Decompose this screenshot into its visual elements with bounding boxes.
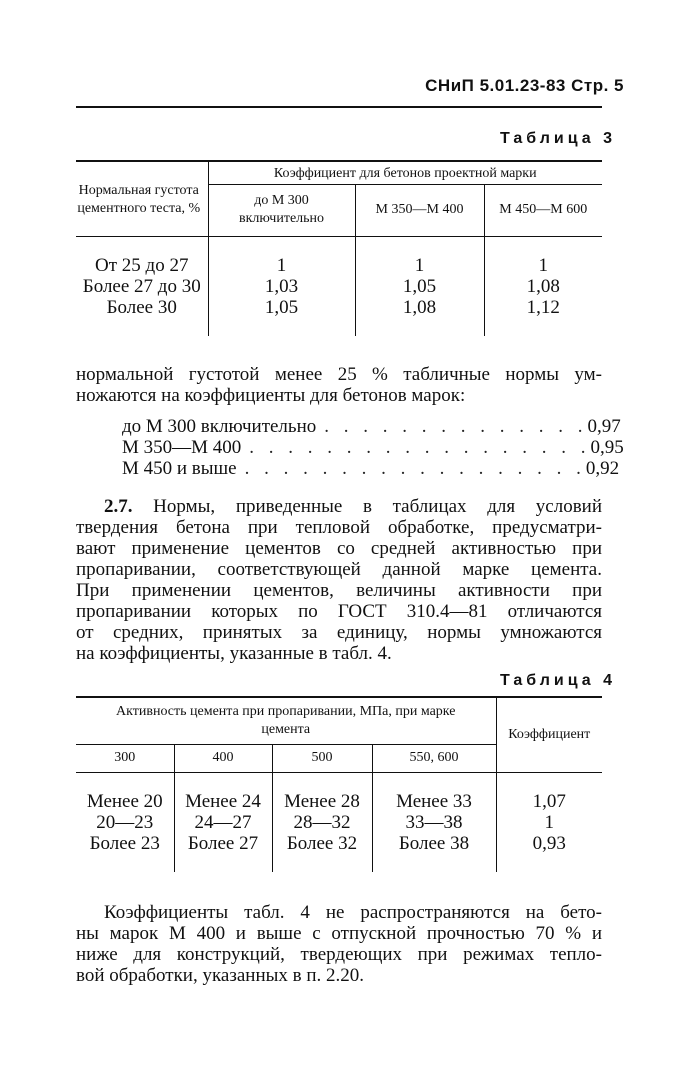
paragraph-line: на коэффициенты, указанные в табл. 4.	[76, 643, 392, 664]
paragraph-1	[76, 364, 602, 406]
table4-cell: Более 38	[398, 832, 470, 854]
paragraph-line: ниже для конструкций, твердеющих при режимах тепло-	[76, 944, 602, 965]
paragraph-line: нормальной густотой менее 25 % табличные нормы ум-	[76, 364, 602, 385]
paragraph-line: вают применение цементов со средней активностью при	[76, 538, 602, 559]
table4-cell: 33—38	[405, 811, 463, 833]
table3-cell: 1	[276, 254, 287, 276]
paragraph-line: вой обработки, указанных в п. 2.20.	[76, 965, 365, 986]
table4-cell: 1,07	[532, 790, 566, 812]
list-item-value: 0,97	[587, 416, 621, 437]
table4-cell: Более 23	[89, 832, 160, 854]
page-header: СНиП 5.01.23-83 Стр. 5	[425, 76, 624, 95]
list-item	[122, 458, 620, 479]
leader-dots: . . . . . . . . . . . . . .	[324, 416, 588, 437]
list-item-label: М 450 и выше	[122, 458, 237, 479]
table4-col-values	[174, 772, 272, 872]
table3-subheader: М 350—М 400	[355, 184, 484, 236]
table3-row-label: Более 27 до 30	[82, 275, 201, 297]
list-item-value: 0,95	[590, 437, 624, 458]
coefficient-list	[122, 416, 624, 479]
table4-cell: Менее 28	[284, 790, 360, 812]
table4-cell: Менее 20	[86, 790, 163, 812]
table3-cell: 1	[538, 254, 548, 276]
paragraph-3	[76, 902, 602, 986]
paragraph-line	[76, 496, 602, 517]
table4-cell: Более 32	[286, 832, 358, 854]
table3-row-label: Более 30	[106, 296, 177, 318]
table4-cell: Менее 33	[396, 790, 472, 812]
table3-cell: 1	[414, 254, 425, 276]
paragraph-line: ножаются на коэффициенты для бетонов марок:	[76, 385, 466, 406]
table4-col-values	[76, 772, 174, 872]
paragraph-line: от средних, принятых за единицу, нормы умножаются	[76, 622, 602, 643]
table4-group-header: Активность цемента при пропаривании, МПа, при марке цемента	[76, 698, 496, 744]
section-number: 2.7.	[104, 496, 133, 517]
table3-cell: 1,05	[402, 275, 437, 297]
table4-subheader: 500	[272, 744, 372, 772]
leader-dots: . . . . . . . . . . . . . . . . . .	[249, 437, 591, 458]
table4-cell: Более 27	[187, 832, 259, 854]
table3-row-labels	[76, 236, 208, 336]
table4-cell: Менее 24	[185, 790, 261, 812]
list-item-label: М 350—М 400	[122, 437, 242, 458]
table4-cell: 28—32	[293, 811, 351, 833]
table3-subheader: М 450—М 600	[484, 184, 602, 236]
table-4	[76, 696, 602, 872]
table4-col-values	[496, 772, 602, 872]
list-item-value: 0,92	[585, 458, 620, 479]
paragraph-line: пропаривании которых по ГОСТ 310.4—81 отличаются	[76, 601, 602, 622]
table3-col-values	[484, 236, 602, 336]
table3-group-header: Коэффициент для бетонов проектной марки	[208, 162, 602, 184]
table4-col-values	[372, 772, 496, 872]
table4-cell: 0,93	[532, 832, 566, 854]
paragraph-2	[76, 496, 602, 664]
list-item-label: до М 300 включительно	[122, 416, 317, 437]
table3-cell: 1,08	[402, 296, 437, 318]
table3-cell: 1,12	[526, 296, 560, 318]
table4-label: Таблица 4	[499, 672, 616, 689]
list-item	[122, 416, 621, 437]
table4-cell: 24—27	[194, 811, 252, 833]
table3-cell: 1,05	[264, 296, 299, 318]
leader-dots: . . . . . . . . . . . . . . . . . .	[244, 458, 586, 479]
table4-subheader: 300	[76, 744, 174, 772]
paragraph-line: Коэффициенты табл. 4 не распространяются на бето-	[104, 902, 602, 923]
table3-subheader: до М 300 включительно	[208, 184, 355, 236]
table3-row-label: От 25 до 27	[95, 254, 189, 276]
table3-cell: 1,08	[526, 275, 560, 297]
header-rule	[76, 106, 602, 108]
table4-cell: 1	[544, 811, 554, 833]
table3-cell: 1,03	[264, 275, 299, 297]
table3-col-values	[208, 236, 355, 336]
table4-subheader: 550, 600	[372, 744, 496, 772]
table4-coef-header: Коэффициент	[496, 698, 602, 772]
table-3	[76, 160, 602, 336]
paragraph-line: твердения бетона при тепловой обработке, предусматри-	[76, 517, 602, 538]
paragraph-line: При применении цементов, величины активности при	[76, 580, 602, 601]
table3-col1-header: Нормальная густота цементного теста, %	[76, 162, 208, 236]
table4-cell: 20—23	[96, 811, 154, 833]
list-item	[122, 437, 624, 458]
table3-col-values	[355, 236, 484, 336]
table4-col-values	[272, 772, 372, 872]
table3-label: Таблица 3	[499, 130, 616, 147]
paragraph-line: ны марок М 400 и выше с отпускной прочностью 70 % и	[76, 923, 602, 944]
paragraph-line: пропаривании, соответствующей данной марке цемента.	[76, 559, 602, 580]
paragraph-text: Нормы, приведенные в таблицах для условий	[153, 496, 602, 517]
table4-subheader: 400	[174, 744, 272, 772]
